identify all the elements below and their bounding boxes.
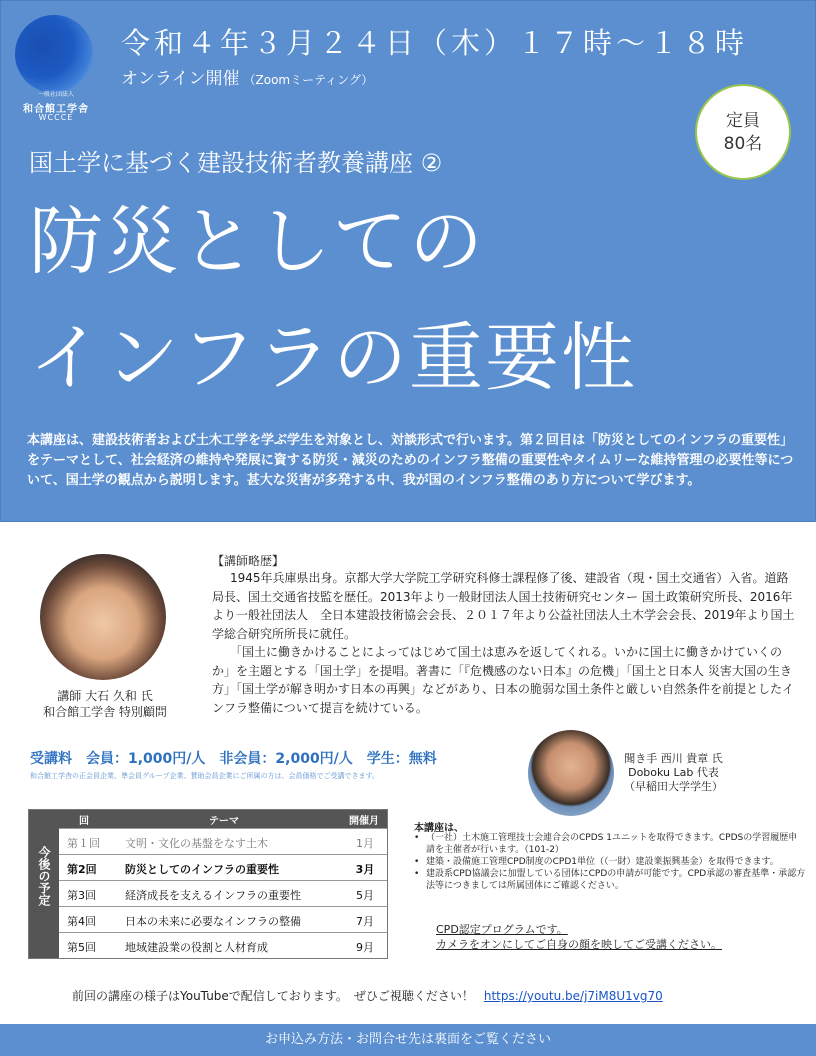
row-month: 7月: [356, 915, 374, 928]
lecturer-caption: [20, 688, 190, 720]
capacity-badge: [695, 84, 791, 180]
table-row: [59, 854, 387, 880]
lecturer-bio: [212, 569, 796, 717]
hero-banner: [0, 0, 816, 522]
row-num: 第2回: [67, 863, 97, 876]
header-num: 回: [79, 816, 89, 827]
cpd-list: [414, 832, 806, 892]
main-title-line1: 防災としての: [29, 199, 485, 285]
table-row: [59, 880, 387, 906]
bio-paragraph: 1945年兵庫県出身。京都大学大学院工学研究科修士課程修了後、建設省（現・国土交通省）入省。道路局長、国土交通省技監を歴任。2013年より一般財団法人国土技術研究センター 国土政策研究所長、2016年より一般社団法人 全日本建設技術協会会長、２０１７年より公益社団法人土木学会会長、2019年より国土学総合研究所所長に就任。: [212, 571, 795, 641]
table-row: [59, 932, 387, 958]
cpd-program-note: [436, 922, 722, 952]
row-theme: 防災としてのインフラの重要性: [125, 863, 279, 876]
main-title-line2: インフラの重要性: [29, 315, 637, 401]
schedule-side-label: [29, 810, 59, 958]
row-month: 1月: [356, 837, 374, 850]
event-format-label: オンライン開催: [121, 69, 240, 89]
fee-info: 受講料 会員：1,000円/人 非会員：2,000円/人 学生：無料: [30, 751, 437, 767]
event-format: [121, 64, 373, 89]
event-date: 令和４年３月２４日（木）１７時～１８時: [121, 26, 749, 60]
organization-logo-icon: [15, 15, 93, 93]
listener-caption: [624, 752, 723, 794]
cpd-program-line1: CPD認定プログラムです。: [436, 923, 568, 936]
event-format-note: （Zoomミーティング）: [243, 73, 374, 87]
schedule-table: [28, 809, 388, 959]
lecturer-name: 講師 大石 久和 氏: [57, 689, 153, 703]
list-item: • 建設系CPD協議会に加盟している団体にCPDの申請が可能です。CPD承認の審査基準・承認方法等につきましては所属団体にご確認ください。: [414, 868, 806, 892]
row-theme: 文明・文化の基盤をなす土木: [125, 837, 268, 850]
list-item: • 建築・設備施工管理CPD制度のCPD1単位（（一財）建設業振興基金）を取得できます。: [414, 856, 806, 868]
bio-heading: 【講師略歴】: [212, 554, 285, 568]
youtube-text: 前回の講座の様子はYouTubeで配信しております。 ぜひご視聴ください！: [72, 989, 474, 1003]
row-month: 9月: [356, 941, 374, 954]
youtube-note: [72, 987, 663, 1004]
lecturer-photo: [40, 554, 166, 680]
schedule-header: [59, 810, 387, 828]
listener-org: Doboku Lab 代表: [628, 766, 719, 779]
footer-banner: お申込み方法・お問合せ先は裏面をご覧ください: [0, 1024, 816, 1056]
youtube-link[interactable]: https://youtu.be/j7iM8U1vg70: [483, 989, 663, 1003]
intro-text: 本講座は、建設技術者および土木工学を学ぶ学生を対象とし、対談形式で行います。第２回目は「防災としてのインフラの重要性」をテーマとして、社会経済の維持や発展に資する防災・減災のためのインフラ整備の重要性やタイムリーな維持管理の必要性等について、国土学の観点から説明します。甚大な災害が多発する中、我が国のインフラ整備のあり方について学びます。: [27, 433, 794, 488]
bio-paragraph: 「国土に働きかけることによってはじめて国土は恵みを返してくれる。いかに国土に働きかけていくのか」を主題とする「国土学」を提唱。著書に「『危機感のない日本』の危機」「国土と日本人 災害大国の生き方」「国土学が解き明かす日本の再興」などがあり、日本の脆弱な国土条件と厳しい自然条件を前提としたインフラ整備について提言を続けている。: [212, 645, 795, 715]
logo-name: 和合館工学舎: [23, 104, 89, 115]
list-item: • （一社）土木施工管理技士会連合会のCPDS 1ユニットを取得できます。CPDSの学習履歴申請を主催者が行います。（101-2）: [414, 832, 806, 856]
cpd-program-line2: カメラをオンにしてご自身の顔を映してご受講ください。: [436, 938, 722, 951]
series-title: 国土学に基づく建設技術者教養講座 ②: [29, 149, 443, 177]
row-num: 第5回: [67, 941, 96, 954]
header-month: 開催月: [349, 816, 379, 827]
logo-subtitle: 一般社団法人: [37, 91, 74, 98]
table-row: [59, 906, 387, 932]
capacity-value: 80名: [723, 134, 763, 154]
row-num: 第3回: [67, 889, 96, 902]
capacity-label: 定員: [726, 111, 760, 131]
row-theme: 日本の未来に必要なインフラの整備: [125, 915, 301, 928]
lecturer-affiliation: 和合館工学舎 特別顧問: [43, 705, 167, 719]
cpd-title: 本講座は、: [414, 823, 464, 834]
row-num: 第4回: [67, 915, 96, 928]
row-month: 3月: [355, 863, 375, 876]
row-theme: 地域建設業の役割と人材育成: [125, 941, 268, 954]
listener-role: 聞き手 西川 貴章 氏: [624, 752, 723, 765]
schedule-side-text: 今後の予定: [37, 846, 51, 906]
row-month: 5月: [356, 889, 374, 902]
listener-photo: [528, 730, 614, 816]
logo-abbreviation: WCCCE: [38, 113, 74, 122]
table-row: [59, 828, 387, 854]
fee-note: 和合館工学舎の正会員企業、準会員グループ企業、賛助会員企業にご所属の方は、会員価格でご受講できます。: [30, 772, 379, 780]
listener-school: （早稲田大学学生）: [624, 780, 723, 793]
row-theme: 経済成長を支えるインフラの重要性: [125, 889, 301, 902]
row-num: 第１回: [67, 837, 100, 850]
header-theme: テーマ: [209, 816, 239, 827]
